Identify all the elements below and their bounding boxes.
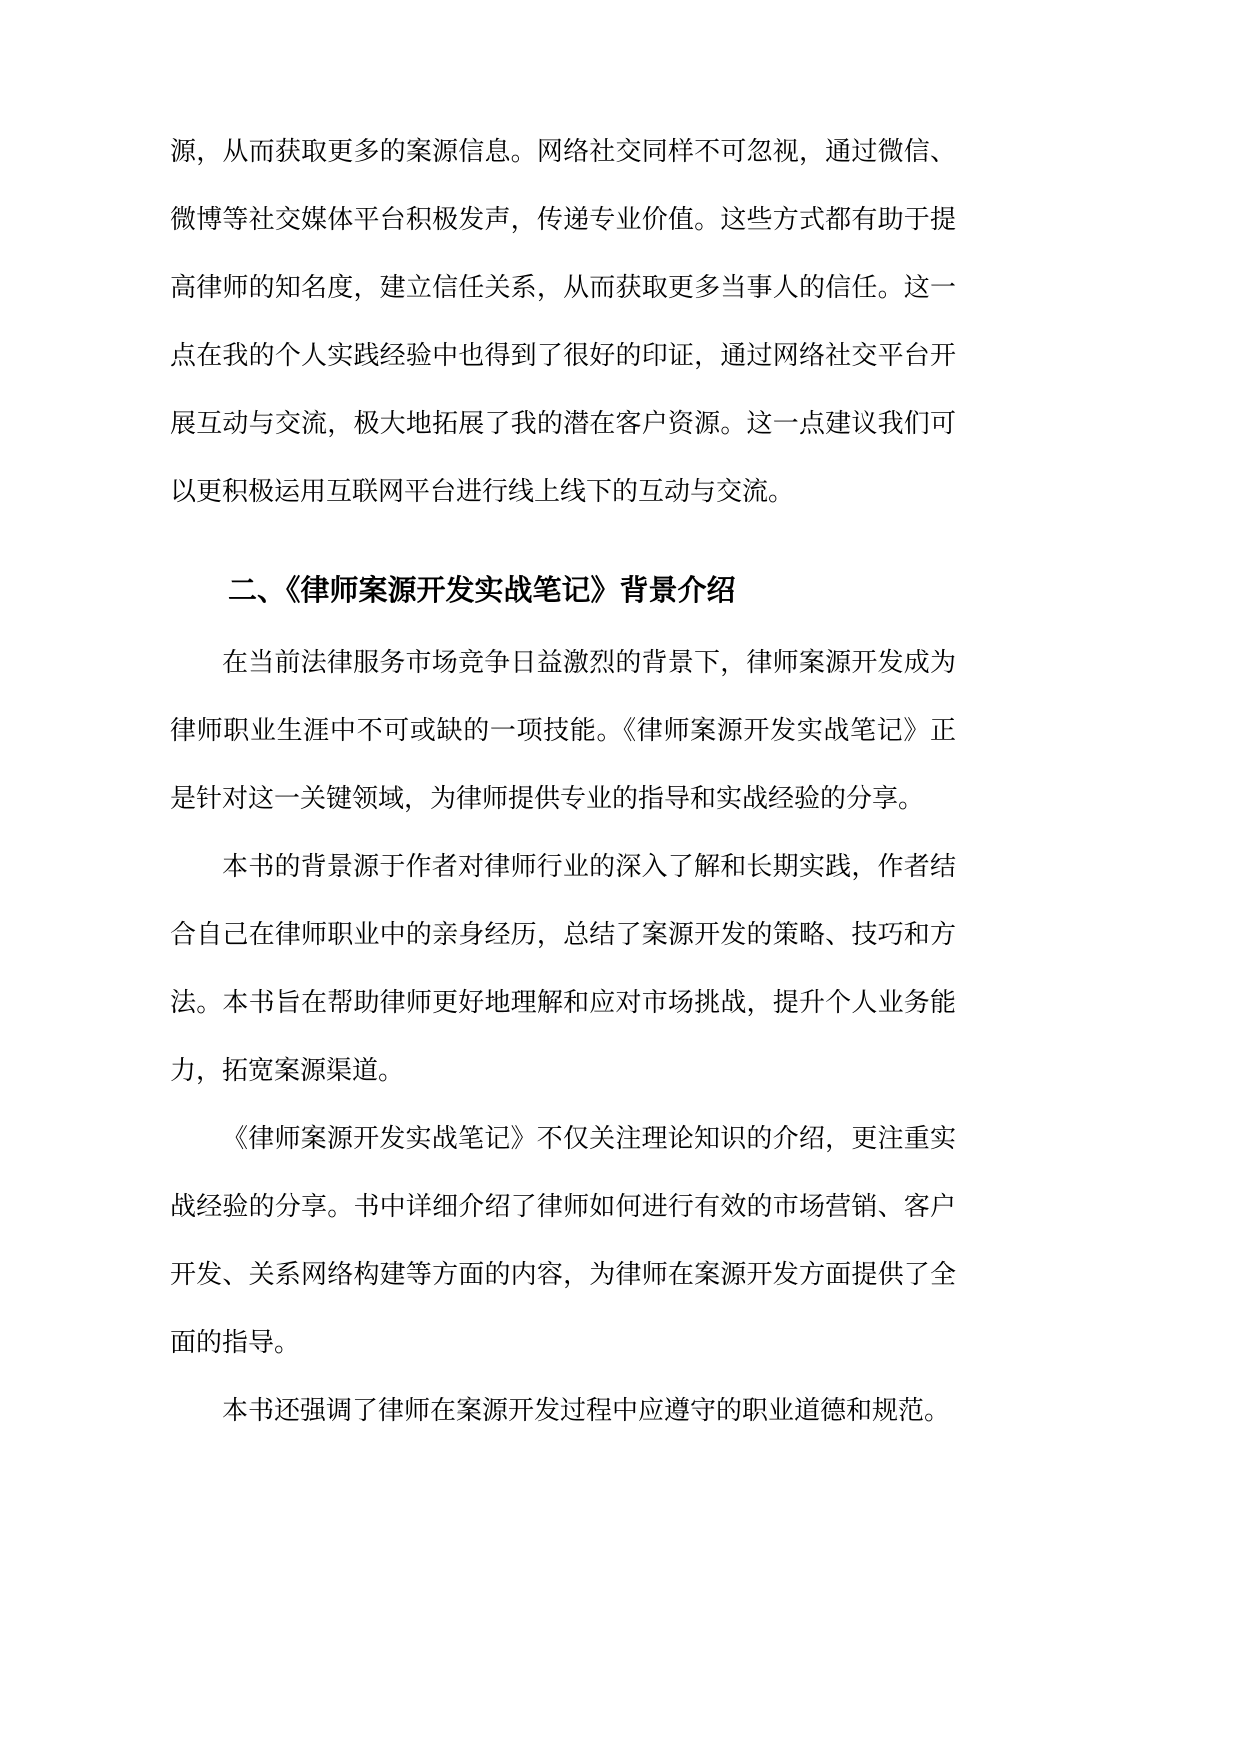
text-line: 合自己在律师职业中的亲身经历，总结了案源开发的策略、技巧和方 xyxy=(170,920,956,950)
paragraph xyxy=(170,629,956,833)
text-line: 《律师案源开发实战笔记》不仅关注理论知识的介绍，更注重实 xyxy=(222,1124,956,1154)
page-content xyxy=(170,118,956,1445)
text-line: 力，拓宽案源渠道。 xyxy=(170,1056,405,1086)
text-line: 高律师的知名度，建立信任关系，从而获取更多当事人的信任。这一 xyxy=(170,273,956,303)
text-line: 在当前法律服务市场竞争日益激烈的背景下，律师案源开发成为 xyxy=(222,648,956,678)
text-line: 律师职业生涯中不可或缺的一项技能。《律师案源开发实战笔记》正 xyxy=(170,716,956,746)
section-heading: 二、《律师案源开发实战笔记》背景介绍 xyxy=(228,573,736,607)
text-line: 以更积极运用互联网平台进行线上线下的互动与交流。 xyxy=(170,477,795,507)
text-line: 点在我的个人实践经验中也得到了很好的印证，通过网络社交平台开 xyxy=(170,341,956,371)
section-body xyxy=(170,629,956,1445)
text-line: 战经验的分享。书中详细介绍了律师如何进行有效的市场营销、客户 xyxy=(170,1192,956,1222)
paragraph xyxy=(170,833,956,1105)
text-line: 展互动与交流，极大地拓展了我的潜在客户资源。这一点建议我们可 xyxy=(170,409,956,439)
text-line: 是针对这一关键领域，为律师提供专业的指导和实战经验的分享。 xyxy=(170,784,925,814)
text-line: 开发、关系网络构建等方面的内容，为律师在案源开发方面提供了全 xyxy=(170,1260,956,1290)
text-line: 面的指导。 xyxy=(170,1328,301,1358)
text-line: 微博等社交媒体平台积极发声，传递专业价值。这些方式都有助于提 xyxy=(170,205,956,235)
paragraph xyxy=(170,1105,956,1377)
text-line: 本书的背景源于作者对律师行业的深入了解和长期实践，作者结 xyxy=(222,852,956,882)
intro-paragraph xyxy=(170,118,956,526)
paragraph xyxy=(170,1377,956,1445)
text-line: 源，从而获取更多的案源信息。网络社交同样不可忽视，通过微信、 xyxy=(170,137,956,167)
text-line: 本书还强调了律师在案源开发过程中应遵守的职业道德和规范。 xyxy=(222,1396,951,1426)
text-line: 法。本书旨在帮助律师更好地理解和应对市场挑战，提升个人业务能 xyxy=(170,988,956,1018)
